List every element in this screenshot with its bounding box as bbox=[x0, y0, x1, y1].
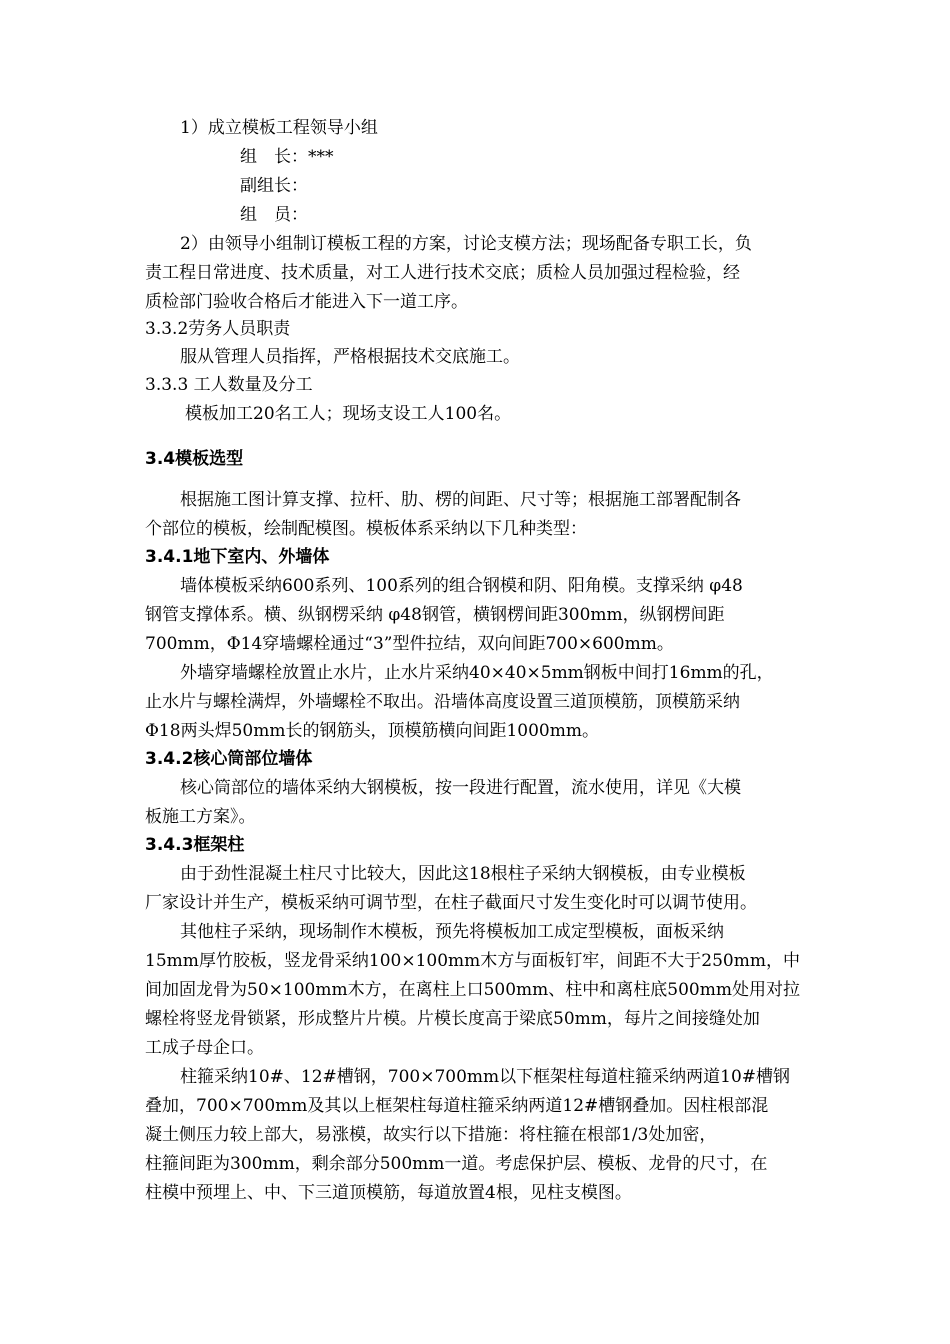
paragraph-line: 15mm厚竹胶板，竖龙骨采纳100×100mm木方与面板钉牢，间距不大于250mm，中 bbox=[145, 951, 800, 971]
paragraph-line: 板施工方案》。 bbox=[145, 807, 256, 827]
paragraph-line: 间加固龙骨为50×100mm木方，在离柱上口500mm、柱中和离柱底500mm处用对拉 bbox=[145, 980, 800, 1000]
paragraph-line: 墙体模板采纳600系列、100系列的组合钢模和阴、阳角模。支撑采纳 φ48 bbox=[180, 576, 743, 596]
list-item-leadership-group: 1）成立模板工程领导小组 bbox=[180, 118, 378, 138]
section-heading-3-4-3: 3.4.3框架柱 bbox=[145, 835, 245, 855]
paragraph-line: 凝土侧压力较上部大，易涨模，故实行以下措施：将柱箍在根部1/3处加密， bbox=[145, 1125, 717, 1145]
paragraph-line: 柱箍采纳10#、12#槽钢，700×700mm以下框架柱每道柱箍采纳两道10#槽钢 bbox=[180, 1067, 791, 1087]
paragraph-line: 2）由领导小组制订模板工程的方案，讨论支模方法；现场配备专职工长，负 bbox=[180, 234, 752, 254]
paragraph-line: Φ18两头焊50mm长的钢筋头，顶模筋横向间距1000mm。 bbox=[145, 721, 599, 741]
paragraph-line: 其他柱子采纳，现场制作木模板，预先将模板加工成定型模板，面板采纳 bbox=[180, 922, 724, 942]
paragraph-line: 钢管支撑体系。横、纵钢楞采纳 φ48钢管，横钢楞间距300mm，纵钢楞间距 bbox=[145, 605, 725, 625]
group-leader-line: 组 长：*** bbox=[240, 147, 334, 167]
paragraph-line: 核心筒部位的墙体采纳大钢模板，按一段进行配置，流水使用，详见《大模 bbox=[180, 778, 741, 798]
paragraph-line: 工成子母企口。 bbox=[145, 1038, 264, 1058]
paragraph-line: 柱模中预埋上、中、下三道顶模筋，每道放置4根，见柱支模图。 bbox=[145, 1183, 632, 1203]
paragraph-line: 由于劲性混凝土柱尺寸比较大，因此这18根柱子采纳大钢模板，由专业模板 bbox=[180, 864, 746, 884]
paragraph-line: 柱箍间距为300mm，剩余部分500mm一道。考虑保护层、模板、龙骨的尺寸，在 bbox=[145, 1154, 768, 1174]
paragraph-line: 螺栓将竖龙骨锁紧，形成整片片模。片模长度高于梁底50mm，每片之间接缝处加 bbox=[145, 1009, 760, 1029]
section-heading-3-3-2: 3.3.2劳务人员职责 bbox=[145, 319, 291, 339]
paragraph-line: 止水片与螺栓满焊，外墙螺栓不取出。沿墙体高度设置三道顶模筋，顶模筋采纳 bbox=[145, 692, 740, 712]
paragraph-line: 700mm，Φ14穿墙螺栓通过“3”型件拉结，双向间距700×600mm。 bbox=[145, 634, 674, 654]
paragraph-line: 质检部门验收合格后才能进入下一道工序。 bbox=[145, 292, 468, 312]
group-member-line: 组 员： bbox=[240, 205, 308, 225]
paragraph-line: 责工程日常进度、技术质量，对工人进行技术交底；质检人员加强过程检验，经 bbox=[145, 263, 740, 283]
section-heading-3-4-2: 3.4.2核心筒部位墙体 bbox=[145, 749, 313, 769]
paragraph-line: 叠加，700×700mm及其以上框架柱每道柱箍采纳两道12#槽钢叠加。因柱根部混 bbox=[145, 1096, 769, 1116]
paragraph-line: 服从管理人员指挥，严格根据技术交底施工。 bbox=[180, 347, 520, 367]
section-heading-3-3-3: 3.3.3 工人数量及分工 bbox=[145, 375, 313, 395]
paragraph-line: 模板加工20名工人；现场支设工人100名。 bbox=[185, 404, 512, 424]
paragraph-line: 外墙穿墙螺栓放置止水片，止水片采纳40×40×5mm钢板中间打16mm的孔， bbox=[180, 663, 774, 683]
deputy-leader-line: 副组长： bbox=[240, 176, 308, 196]
section-heading-3-4: 3.4模板选型 bbox=[145, 449, 244, 469]
paragraph-line: 厂家设计并生产，模板采纳可调节型，在柱子截面尺寸发生变化时可以调节使用。 bbox=[145, 893, 757, 913]
paragraph-line: 根据施工图计算支撑、拉杆、肋、楞的间距、尺寸等；根据施工部署配制各 bbox=[180, 490, 741, 510]
section-heading-3-4-1: 3.4.1地下室内、外墙体 bbox=[145, 547, 330, 567]
paragraph-line: 个部位的模板，绘制配模图。模板体系采纳以下几种类型： bbox=[145, 519, 587, 539]
